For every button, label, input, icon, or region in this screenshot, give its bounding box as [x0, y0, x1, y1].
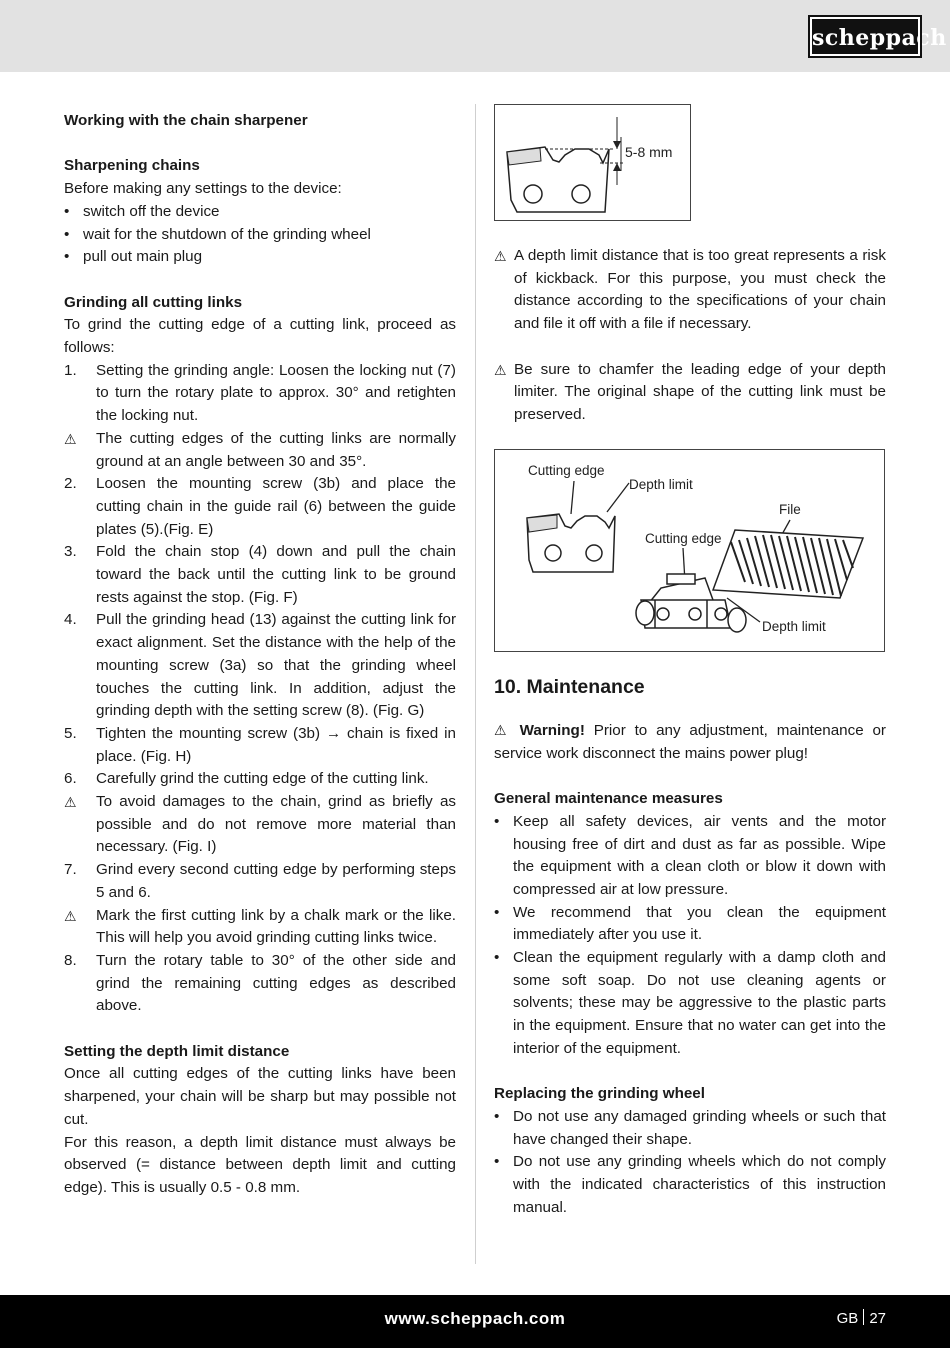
chain-link-drawing	[495, 105, 692, 222]
list-item: • Do not use any grinding wheels which do not comply with the indicated characteristics of this instruction manual.	[494, 1151, 886, 1219]
step-item	[64, 950, 456, 1018]
grinding-intro: To grind the cutting edge of a cutting link, proceed as follows:	[64, 316, 456, 356]
warning-icon: ⚠	[64, 430, 77, 447]
gauge-label: 5-8 mm	[625, 144, 673, 160]
footer-bar	[0, 1295, 950, 1348]
depth-gauge-figure	[494, 104, 691, 221]
label-depth-limit-1: Depth limit	[629, 477, 693, 493]
list-item: • Do not use any damaged grinding wheels or such that have changed their shape.	[494, 1106, 886, 1151]
column-divider	[475, 104, 476, 1264]
sharpening-intro: Before making any settings to the device:	[64, 180, 342, 198]
chamfer-warning	[494, 359, 886, 427]
depth-paragraph-2: For this reason, a depth limit distance must always be observed (= distance between depth limit and cutting edge). This is usually 0.5 - 0.8 mm.	[64, 1133, 456, 1196]
warning-text: Prior to any adjustment, maintenance or service work disconnect the mains power plug!	[494, 722, 886, 762]
general-maintenance-list	[494, 811, 886, 1061]
section-title: Working with the chain sharpener	[64, 112, 308, 129]
grinding-steps	[64, 360, 456, 1018]
file-drawing	[495, 450, 886, 653]
step-item	[64, 609, 456, 723]
step-text: To avoid damages to the chain, grind as briefly as possible and do not remove more material than necessary. (Fig. I)	[96, 793, 456, 856]
warning-icon: ⚠	[64, 907, 77, 924]
label-file: File	[779, 502, 801, 518]
warning-icon: ⚠	[494, 361, 507, 378]
step-text: Setting the grinding angle: Loosen the locking nut (7) to turn the rotary plate to approx. 30° and retighten the locking nut.	[96, 361, 456, 425]
step-marker: 2.	[64, 475, 77, 493]
step-text: Carefully grind the cutting edge of the cutting link.	[96, 770, 429, 788]
step-marker: 4.	[64, 611, 77, 629]
step-text: The cutting edges of the cutting links are normally ground at an angle between 30 and 35°.	[96, 429, 456, 470]
list-item: • Clean the equipment regularly with a damp cloth and some soft soap. Do not use cleaning agents or solvents; these may be aggressive to the plastic parts in the equipment. Ensure that no water can get into the interior of the equipment.	[494, 947, 886, 1061]
general-maintenance-heading: General maintenance measures	[494, 790, 723, 808]
sharpening-heading: Sharpening chains	[64, 157, 200, 175]
page-number: 27	[869, 1310, 886, 1327]
step-item	[64, 768, 456, 791]
step-item	[64, 541, 456, 609]
language-code: GB	[836, 1310, 859, 1327]
list-item: • switch off the device	[64, 201, 456, 224]
kickback-warning	[494, 245, 886, 336]
brand-logo: scheppach	[810, 17, 920, 56]
step-marker: 7.	[64, 861, 77, 879]
warning-icon: ⚠	[64, 794, 77, 811]
label-cutting-edge-2: Cutting edge	[645, 531, 722, 547]
sharpening-list	[64, 201, 456, 269]
file-figure	[494, 449, 885, 652]
list-item: • We recommend that you clean the equipment immediately after you use it.	[494, 902, 886, 947]
list-item: • pull out main plug	[64, 246, 456, 269]
step-text: Loosen the mounting screw (3b) and place the cutting chain in the guide rail (6) between the guide plates (5).(Fig. E)	[96, 475, 456, 538]
warning-text: A depth limit distance that is too great represents a risk of kickback. For this purpose, you must check the distance according to the specifications of your chain and file it off with a file if necessary.	[514, 247, 886, 333]
replace-wheel-list	[494, 1106, 886, 1220]
step-item	[64, 723, 456, 768]
step-item	[64, 360, 456, 428]
replace-wheel-heading: Replacing the grinding wheel	[494, 1085, 705, 1103]
label-cutting-edge-1: Cutting edge	[528, 463, 605, 479]
page-indicator	[837, 1295, 886, 1342]
step-marker: 6.	[64, 770, 77, 788]
step-text: Fold the chain stop (4) down and pull the chain toward the back until the cutting link to be ground rests against the stop. (Fig. F)	[96, 543, 456, 606]
step-item	[64, 791, 456, 859]
step-marker: 1.	[64, 361, 77, 379]
header-bar	[0, 0, 950, 72]
warning-icon: ⚠	[494, 722, 520, 738]
right-column	[494, 104, 886, 1219]
step-item	[64, 859, 456, 904]
step-text: Pull the grinding head (13) against the cutting link for exact alignment. Set the distance with the help of the mounting screw (3a) so that the grinding wheel touches the cutting link. In addition, adjust the grinding depth with the setting screw (8). (Fig. G)	[96, 611, 456, 720]
step-text: Turn the rotary table to 30° of the other side and grind the remaining cutting edges as described above.	[96, 951, 456, 1015]
step-text: Tighten the mounting screw (3b) → chain is fixed in place. (Fig. H)	[96, 724, 456, 765]
step-marker: 8.	[64, 951, 77, 969]
list-item: • Keep all safety devices, air vents and the motor housing free of dirt and dust as far as possible. Wipe the equipment with a clean cloth or blow it down with compressed air at low pressure.	[494, 811, 886, 902]
depth-heading: Setting the depth limit distance	[64, 1042, 290, 1060]
step-text: Grind every second cutting edge by performing steps 5 and 6.	[96, 861, 456, 901]
warning-icon: ⚠	[494, 248, 507, 264]
website-link[interactable]: www.scheppach.com	[384, 1309, 566, 1328]
left-column	[64, 110, 456, 1200]
step-marker: 5.	[64, 724, 77, 742]
step-item	[64, 473, 456, 541]
list-item: • wait for the shutdown of the grinding wheel	[64, 224, 456, 247]
step-text: Mark the first cutting link by a chalk mark or the like. This will help you avoid grinding cutting links twice.	[96, 906, 456, 947]
step-item	[64, 905, 456, 950]
maintenance-heading: 10. Maintenance	[494, 676, 645, 699]
depth-paragraph-1: Once all cutting edges of the cutting links have been sharpened, your chain will be sharp but may possible not cut.	[64, 1065, 456, 1128]
warning-label: Warning!	[519, 722, 585, 739]
maintenance-warning	[494, 719, 886, 765]
warning-text: Be sure to chamfer the leading edge of your depth limiter. The original shape of the cutting link must be preserved.	[514, 360, 886, 423]
grinding-heading: Grinding all cutting links	[64, 293, 243, 311]
step-item	[64, 428, 456, 473]
step-marker: 3.	[64, 543, 77, 561]
label-depth-limit-2: Depth limit	[762, 619, 826, 635]
